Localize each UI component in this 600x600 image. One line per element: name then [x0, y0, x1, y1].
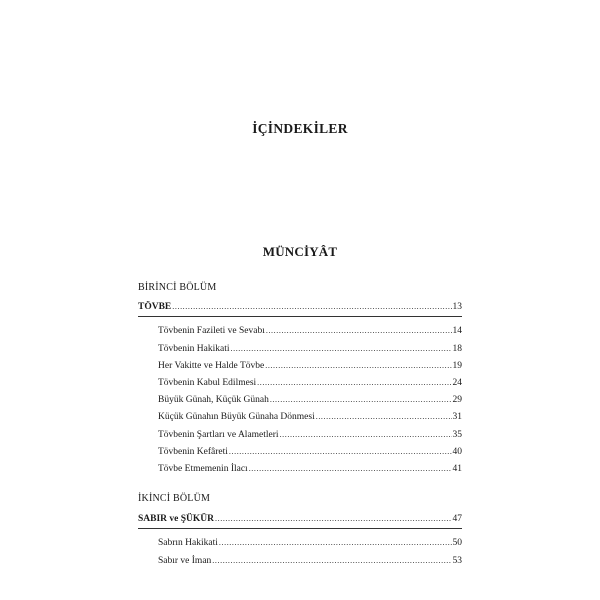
toc-entry[interactable]	[158, 325, 462, 337]
toc-entry-title: Tövbenin Kefâreti	[158, 447, 228, 457]
toc-entry-title: Sabır ve İman	[158, 556, 212, 566]
toc-entry-title: Küçük Günahın Büyük Günaha Dönmesi	[158, 412, 315, 422]
toc-entry[interactable]	[158, 555, 462, 567]
toc-page-number: 29	[452, 395, 462, 405]
part-label: BİRİNCİ BÖLÜM	[138, 282, 217, 293]
toc-entry[interactable]	[158, 429, 462, 441]
toc-heading-row[interactable]	[138, 301, 462, 313]
toc-entry[interactable]	[158, 343, 462, 355]
toc-dot-leader	[265, 360, 451, 372]
heading-rule	[138, 316, 462, 317]
toc-entry-title: Tövbenin Kabul Edilmesi	[158, 378, 257, 388]
section-title: MÜNCİYÂT	[262, 244, 338, 259]
toc-page-number: 18	[452, 344, 462, 354]
toc-heading-row[interactable]	[138, 513, 462, 525]
toc-entry[interactable]	[158, 394, 462, 406]
toc-entry[interactable]	[158, 411, 462, 423]
toc-dot-leader	[270, 394, 452, 406]
page-title: İÇİNDEKİLER	[252, 121, 348, 136]
toc-page-number: 19	[452, 361, 462, 371]
toc-page-number: 35	[452, 430, 462, 440]
toc-dot-leader	[215, 513, 451, 525]
toc-dot-leader	[266, 325, 452, 337]
toc-page-number: 47	[452, 514, 462, 524]
toc-page-number: 13	[452, 302, 462, 312]
toc-heading-title: TÖVBE	[138, 302, 172, 312]
toc-entry[interactable]	[158, 377, 462, 389]
toc-page-number: 40	[452, 447, 462, 457]
toc-entry[interactable]	[158, 537, 462, 549]
toc-dot-leader	[212, 555, 451, 567]
toc-page-number: 41	[452, 464, 462, 474]
toc-entry-title: Tövbenin Şartları ve Alametleri	[158, 430, 279, 440]
toc-page-number: 24	[452, 378, 462, 388]
toc-dot-leader	[249, 463, 452, 475]
toc-dot-leader	[257, 377, 451, 389]
toc-entry-title: Büyük Günah, Küçük Günah	[158, 395, 269, 405]
toc-entry-title: Tövbenin Hakikati	[158, 344, 230, 354]
toc-page-number: 14	[452, 326, 462, 336]
toc-entry-title: Tövbe Etmemenin İlacı	[158, 464, 248, 474]
toc-entry-title: Her Vakitte ve Halde Tövbe	[158, 361, 265, 371]
toc-dot-leader	[231, 343, 452, 355]
toc-dot-leader	[316, 411, 452, 423]
toc-dot-leader	[280, 429, 452, 441]
toc-entry[interactable]	[158, 360, 462, 372]
heading-rule	[138, 528, 462, 529]
toc-dot-leader	[229, 446, 452, 458]
toc-entry[interactable]	[158, 463, 462, 475]
toc-dot-leader	[219, 537, 452, 549]
toc-dot-leader	[172, 301, 451, 313]
toc-page-number: 50	[452, 538, 462, 548]
toc-heading-title: SABIR ve ŞÜKÜR	[138, 514, 215, 524]
toc-entry[interactable]	[158, 446, 462, 458]
part-label: İKİNCİ BÖLÜM	[138, 493, 211, 504]
toc-entry-title: Tövbenin Fazileti ve Sevabı	[158, 326, 265, 336]
toc-page-number: 31	[452, 412, 462, 422]
toc-entry-title: Sabrın Hakikati	[158, 538, 218, 548]
toc-page-number: 53	[452, 556, 462, 566]
